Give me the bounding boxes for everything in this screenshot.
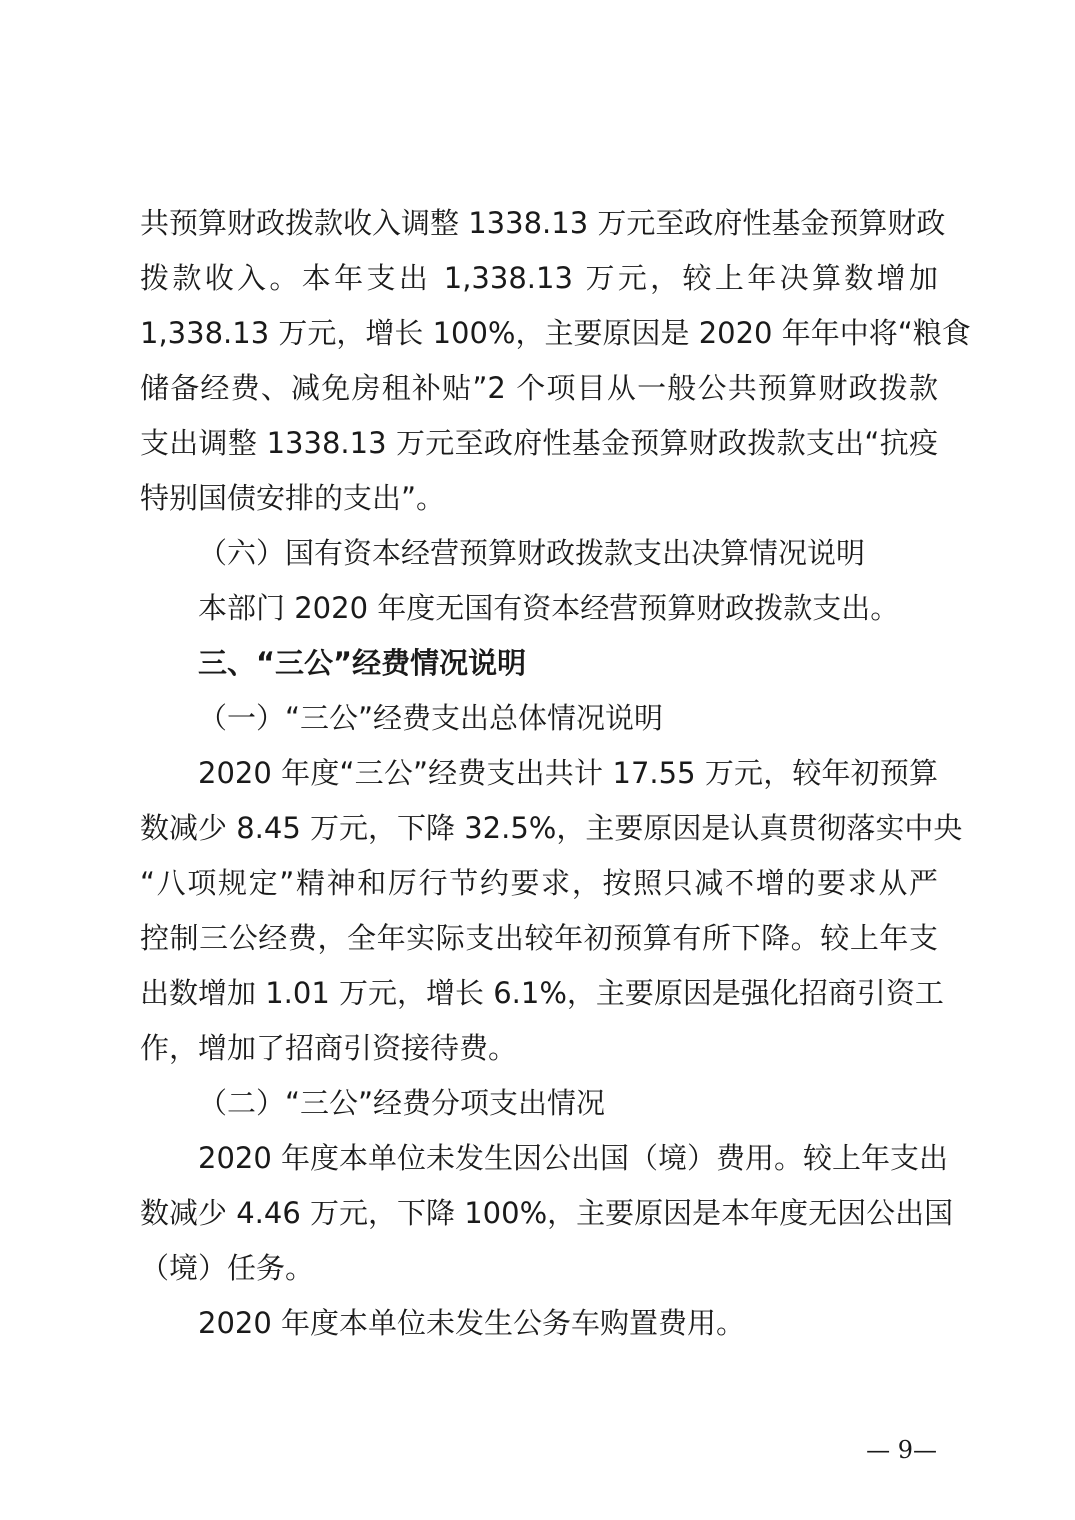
paragraph-line: 本部门 2020 年度无国有资本经营预算财政拨款支出。 [198, 591, 900, 625]
paragraph-line: 共预算财政拨款收入调整 1338.13 万元至政府性基金预算财政 [140, 206, 946, 240]
section-heading-2: （二）“三公”经费分项支出情况 [198, 1086, 606, 1120]
paragraph-line: 出数增加 1.01 万元，增长 6.1%，主要原因是强化招商引资工 [140, 976, 944, 1010]
paragraph-line: 控制三公经费，全年实际支出较年初预算有所下降。较上年支 [140, 921, 938, 955]
paragraph-line: 作，增加了招商引资接待费。 [140, 1031, 518, 1065]
body-text [140, 196, 971, 1351]
paragraph-line: 数减少 4.46 万元，下降 100%，主要原因是本年度无因公出国 [140, 1196, 954, 1230]
paragraph-line: 数减少 8.45 万元，下降 32.5%，主要原因是认真贯彻落实中央 [140, 811, 963, 845]
section-heading-6: （六）国有资本经营预算财政拨款支出决算情况说明 [198, 536, 866, 570]
chapter-heading-3: 三、“三公”经费情况说明 [198, 646, 527, 680]
page-number: — 9— [866, 1436, 937, 1464]
paragraph-line: 1,338.13 万元，增长 100%，主要原因是 2020 年年中将“粮食 [140, 316, 971, 350]
paragraph-line: “八项规定”精神和厉行节约要求，按照只减不增的要求从严 [140, 866, 938, 900]
paragraph-line: 2020 年度“三公”经费支出共计 17.55 万元，较年初预算 [198, 756, 938, 790]
paragraph-line: 拨款收入。本年支出 1,338.13 万元，较上年决算数增加 [140, 261, 938, 295]
section-heading-1: （一）“三公”经费支出总体情况说明 [198, 701, 664, 735]
paragraph-line: 2020 年度本单位未发生公务车购置费用。 [198, 1306, 746, 1340]
paragraph-line: 支出调整 1338.13 万元至政府性基金预算财政拨款支出“抗疫 [140, 426, 938, 460]
paragraph-line: 储备经费、减免房租补贴”2 个项目从一般公共预算财政拨款 [140, 371, 938, 405]
paragraph-line: 特别国债安排的支出”。 [140, 481, 446, 515]
paragraph-line: （境）任务。 [140, 1251, 315, 1285]
paragraph-line: 2020 年度本单位未发生因公出国（境）费用。较上年支出 [198, 1141, 949, 1175]
